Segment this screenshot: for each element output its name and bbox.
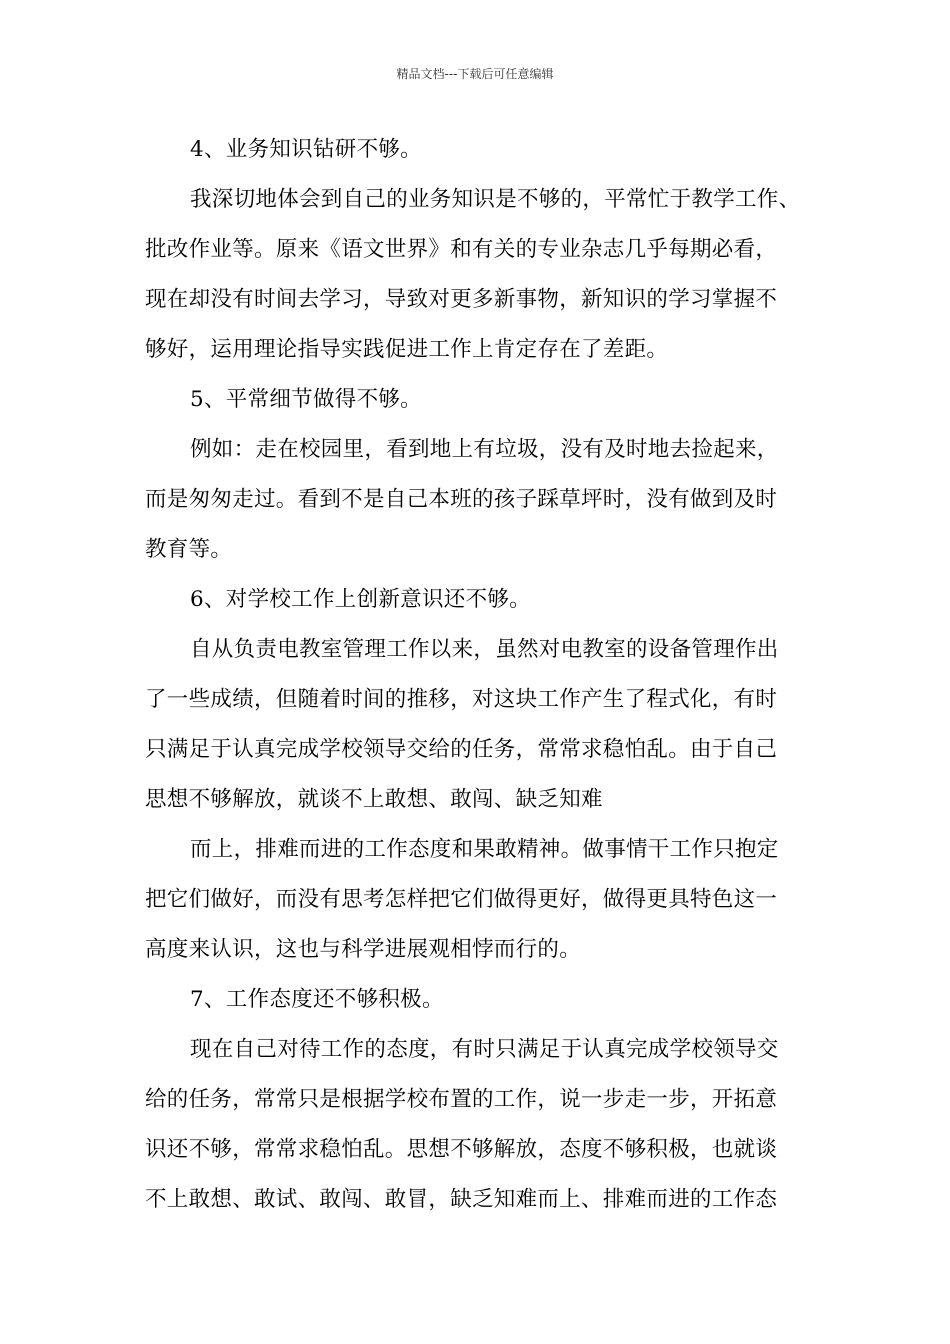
paragraph-line: 只满足于认真完成学校领导交给的任务，常常求稳怕乱。由于自己 (145, 737, 778, 762)
heading-item-6: 6、对学校工作上创新意识还不够。 (190, 587, 531, 612)
heading-item-5: 5、平常细节做得不够。 (190, 387, 422, 412)
paragraph-line: 我深切地体会到自己的业务知识是不够的，平常忙于教学工作、 (190, 187, 801, 212)
paragraph-line: 了一些成绩，但随着时间的推移，对这块工作产生了程式化，有时 (145, 687, 778, 712)
paragraph-line: 够好，运用理论指导实践促进工作上肯定存在了差距。 (145, 337, 669, 362)
heading-item-7: 7、工作态度还不够积极。 (190, 987, 444, 1012)
paragraph-line: 而是匆匆走过。看到不是自己本班的孩子踩草坪时，没有做到及时 (145, 487, 778, 512)
paragraph-line: 而上，排难而进的工作态度和果敢精神。做事情干工作只抱定 (190, 837, 779, 862)
heading-item-4: 4、业务知识钻研不够。 (190, 137, 422, 162)
paragraph-line: 教育等。 (145, 537, 233, 562)
paragraph-line: 把它们做好，而没有思考怎样把它们做得更好，做得更具特色这一 (145, 887, 778, 912)
paragraph-line: 给的任务，常常只是根据学校布置的工作，说一步走一步，开拓意 (145, 1087, 778, 1112)
paragraph-line: 现在自己对待工作的态度，有时只满足于认真完成学校领导交 (190, 1037, 779, 1062)
paragraph-line: 批改作业等。原来《语文世界》和有关的专业杂志几乎每期必看， (145, 237, 778, 262)
paragraph-line: 不上敢想、敢试、敢闯、敢冒，缺乏知难而上、排难而进的工作态 (145, 1187, 778, 1212)
paragraph-line: 思想不够解放，就谈不上敢想、敢闯、缺乏知难 (145, 787, 603, 812)
paragraph-line: 自从负责电教室管理工作以来，虽然对电教室的设备管理作出 (190, 637, 779, 662)
paragraph-line: 高度来认识，这也与科学进展观相悖而行的。 (145, 937, 582, 962)
paragraph-line: 识还不够，常常求稳怕乱。思想不够解放，态度不够积极，也就谈 (145, 1137, 778, 1162)
paragraph-line: 例如：走在校园里，看到地上有垃圾，没有及时地去捡起来， (190, 437, 779, 462)
paragraph-line: 现在却没有时间去学习，导致对更多新事物，新知识的学习掌握不 (145, 287, 778, 312)
page-header: 精品文档---下载后可任意编辑 (396, 67, 554, 81)
